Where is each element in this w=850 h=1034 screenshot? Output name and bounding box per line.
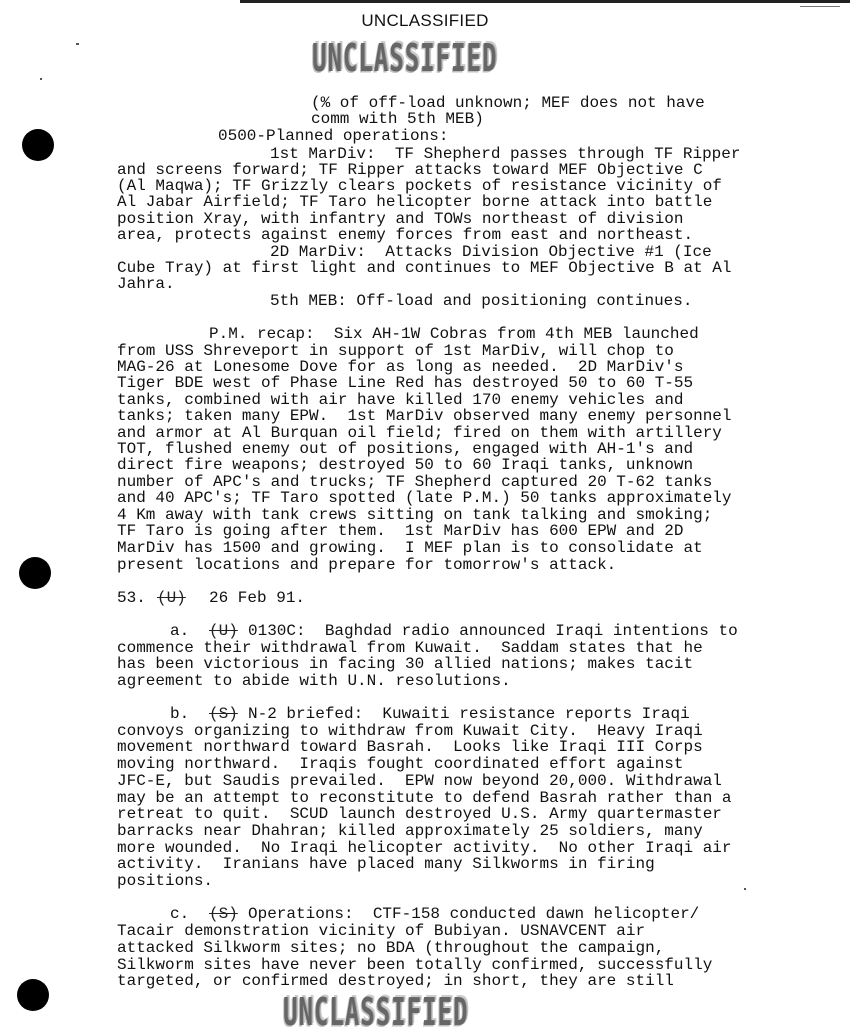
text-line: convoys organizing to withdraw from Kuwait City. Heavy Iraqi (117, 722, 703, 740)
text-line: Al Jabar Airfield; TF Taro helicopter borne attack into battle (117, 193, 713, 211)
text-line: attacked Silkworm sites; no BDA (throughout the campaign, (117, 939, 665, 957)
binder-hole-2 (19, 557, 51, 589)
text-line: 5th MEB: Off-load and positioning continues. (270, 292, 693, 310)
paragraph-number: 53. (117, 589, 146, 607)
text-line: agreement to abide with U.N. resolutions. (117, 672, 511, 690)
text-line: MAG-26 at Lonesome Dove for as long as needed. 2D MarDiv's (117, 358, 684, 376)
text-line: N-2 briefed: Kuwaiti resistance reports Iraqi (248, 705, 690, 723)
unclassified-stamp-top: UNCLASSIFIED (312, 35, 498, 81)
subparagraph-letter: a. (170, 622, 190, 640)
text-line: Tacair demonstration vicinity of Bubiyan. USNAVCENT air (117, 922, 646, 940)
text-line: Silkworm sites have never been totally confirmed, successfully (117, 956, 713, 974)
text-line: 0500-Planned operations: (218, 127, 449, 145)
scan-speck (40, 78, 42, 80)
text-line: tanks, combined with air have killed 170 enemy vehicles and (117, 391, 684, 409)
subparagraph-letter: c. (170, 905, 190, 923)
text-line: targeted, or confirmed destroyed; in short, they are still (117, 972, 674, 990)
text-line: MarDiv has 1500 and growing. I MEF plan is to consolidate at (117, 539, 703, 557)
text-line: from USS Shreveport in support of 1st MarDiv, will chop to (117, 342, 674, 360)
binder-hole-3 (17, 979, 49, 1011)
text-line: tanks; taken many EPW. 1st MarDiv observed many enemy personnel (117, 407, 732, 425)
classification-header: UNCLASSIFIED (361, 11, 489, 30)
scan-speck (76, 43, 79, 45)
classification-marking: (S) (209, 705, 238, 723)
text-line: JFC-E, but Saudis prevailed. EPW now beyond 20,000. Withdrawal (117, 772, 722, 790)
binder-hole-1 (22, 129, 54, 161)
text-line: and armor at Al Burquan oil field; fired on them with artillery (117, 424, 722, 442)
unclassified-stamp-bottom: UNCLASSIFIED (283, 989, 469, 1034)
classification-marking: (U) (157, 589, 186, 607)
text-line: and screens forward; TF Ripper attacks toward MEF Objective C (117, 161, 703, 179)
text-line: more wounded. No Iraqi helicopter activity. No other Iraqi air (117, 839, 732, 857)
text-line: number of APC's and trucks; TF Shepherd captured 20 T-62 tanks (117, 473, 713, 491)
text-line: area, protects against enemy forces from east and northeast. (117, 226, 694, 244)
text-line: Tiger BDE west of Phase Line Red has destroyed 50 to 60 T-55 (117, 374, 694, 392)
paragraph-date: 26 Feb 91. (209, 589, 306, 607)
text-line: commence their withdrawal from Kuwait. Saddam states that he (117, 639, 703, 657)
text-line: position Xray, with infantry and TOWs northeast of division (117, 210, 684, 228)
text-line: Jahra. (117, 275, 175, 293)
text-line: has been victorious in facing 30 allied nations; makes tacit (117, 655, 694, 673)
scan-speck (744, 888, 746, 890)
text-line: retreat to quit. SCUD launch destroyed U.S. Army quartermaster (117, 805, 722, 823)
text-line: TOT, flushed enemy out of positions, engaged with AH-1's and (117, 440, 694, 458)
text-line: positions. (117, 872, 214, 890)
text-line: P.M. recap: Six AH-1W Cobras from 4th MEB launched (209, 325, 699, 343)
text-line: activity. Iranians have placed many Silkworms in firing (117, 855, 655, 873)
text-line: and 40 APC's; TF Taro spotted (late P.M.) 50 tanks approximately (117, 489, 732, 507)
text-line: moving northward. Iraqis fought coordinated effort against (117, 755, 684, 773)
text-line: may be an attempt to reconstitute to defend Basrah rather than a (117, 789, 732, 807)
text-line: direct fire weapons; destroyed 50 to 60 Iraqi tanks, unknown (117, 456, 694, 474)
text-line: present locations and prepare for tomorrow's attack. (117, 556, 617, 574)
text-line: barracks near Dhahran; killed approximately 25 soldiers, many (117, 822, 703, 840)
text-line: Operations: CTF-158 conducted dawn helicopter/ (248, 905, 700, 923)
top-scan-mark (800, 6, 840, 7)
text-line: 4 Km away with tank crews sitting on tank talking and smoking; (117, 506, 713, 524)
text-line: TF Taro is going after them. 1st MarDiv has 600 EPW and 2D (117, 522, 684, 540)
subparagraph-letter: b. (170, 705, 190, 723)
text-line: 1st MarDiv: TF Shepherd passes through TF Ripper (270, 145, 741, 163)
text-line: movement northward toward Basrah. Looks like Iraqi III Corps (117, 738, 703, 756)
text-line: (% of off-load unknown; MEF does not have (311, 94, 705, 112)
classification-marking: (U) (209, 622, 238, 640)
text-line: Cube Tray) at first light and continues to MEF Objective B at Al (117, 259, 732, 277)
text-line: (Al Maqwa); TF Grizzly clears pockets of resistance vicinity of (117, 177, 722, 195)
text-line: 2D MarDiv: Attacks Division Objective #1 (Ice (270, 243, 712, 261)
top-scan-line (240, 0, 850, 3)
text-line: 0130C: Baghdad radio announced Iraqi intentions to (248, 622, 738, 640)
text-line: comm with 5th MEB) (311, 110, 484, 128)
classification-marking: (S) (209, 905, 238, 923)
